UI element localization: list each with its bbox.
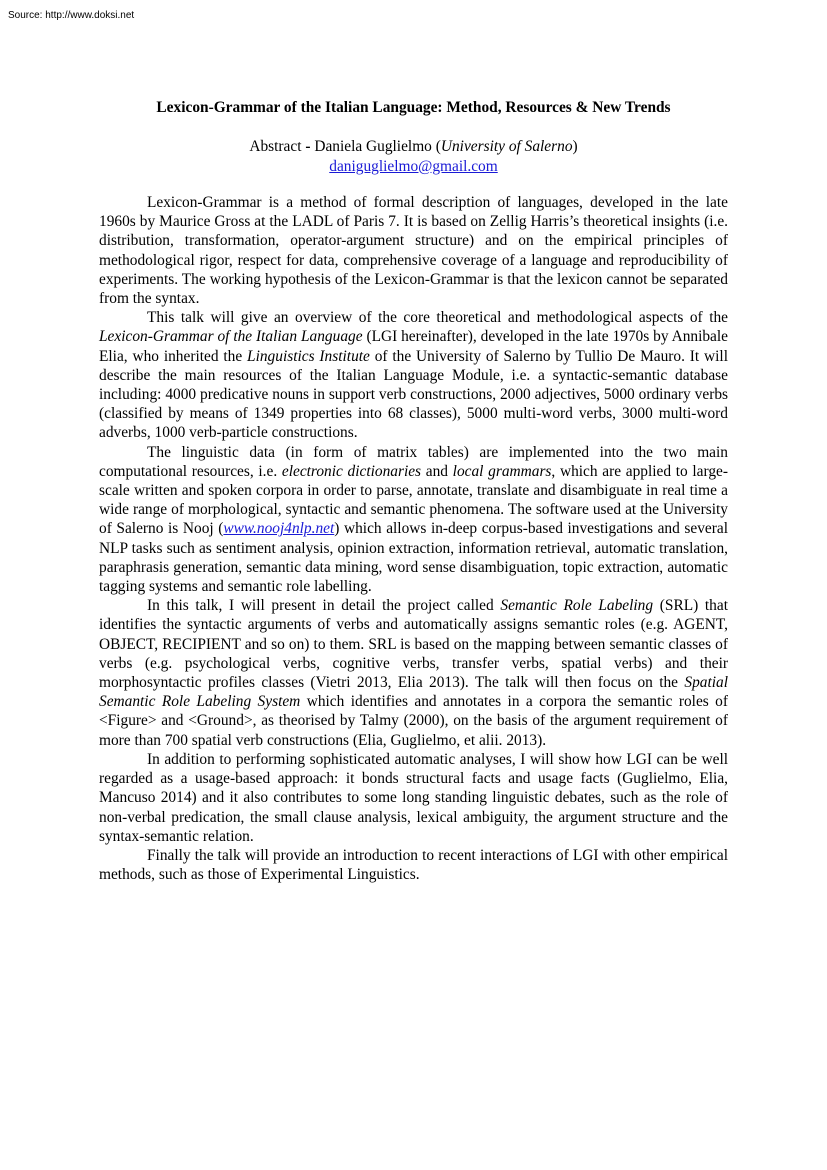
paragraph-4-text-a: In this talk, I will present in detail the project called [147,597,501,615]
email-line [99,157,728,177]
paragraph-2-text-e: of the University of Salerno by Tullio De Mauro. It will describe the main resources of the Italian Language Module, i.e. a syntactic-semantic database including: 4000 predicative nouns in support verb constructions, 2000 adjectives, 5000 ordinary verbs (classified by means of 1349 properties into 68 classes), 5000 multi-word verbs, 3000 multi-word adverbs, 1000 verb-particle constructions. [99,347,728,442]
paragraph-1: Lexicon-Grammar is a method of formal description of languages, developed in the late 1960s by Maurice Gross at the LADL of Paris 7. It is based on Zellig Harris’s theoretical insights (i.e. distribution, transformation, operator-argument structure) and on the empirical principles of methodological rigor, respect for data, comprehensive coverage of a language and reproducibility of experiments. The working hypothesis of the Lexicon-Grammar is that the lexicon cannot be separated from the syntax. [99,194,728,308]
spatial-srl-emphasis: Spatial Semantic Role Labeling System [99,674,728,711]
lgi-title-emphasis: Lexicon-Grammar of the Italian Language [99,328,363,346]
abstract-label: Abstract [249,138,302,155]
paragraph-3-text-f: ) which allows in-deep corpus-based investigations and several NLP tasks such as sentiment analysis, opinion extraction, information retrieval, automatic translation, paraphrasis generation, semantic data mining, word sense disambiguation, topic extraction, automatic tagging systems and semantic role labelling. [99,520,728,596]
document-title: Lexicon-Grammar of the Italian Language: Method, Resources & New Trends [156,99,671,116]
paragraph-6: Finally the talk will provide an introduction to recent interactions of LGI with other empirical methods, such as those of Experimental Linguistics. [99,846,728,884]
author-name: Daniela Guglielmo [314,138,432,155]
paragraph-4 [99,596,728,750]
author-affiliation: University of Salerno [440,138,573,155]
byline-separator: - [305,138,311,155]
email-link[interactable]: daniguglielmo@gmail.com [329,157,498,175]
paragraph-3-text-e: , which are applied to large-scale written and spoken corpora in order to parse, annotate, translate and disambiguate in real time a wide range of morphological, syntactic and semantic phenomena. The software used at the University of Salerno is Nooj ( [99,462,728,538]
paragraph-4-text-c: (SRL) that identifies the syntactic arguments of verbs and automatically assigns semantic roles (e.g. AGENT, OBJECT, RECIPIENT and so on) to them. SRL is based on the mapping between semantic classes of verbs (e.g. psychological verbs, cognitive verbs, transfer verbs, spatial verbs) and their morphosyntactic profiles classes (Vietri 2013, Elia 2013). The talk will then focus on the [99,597,728,692]
paragraph-2-text-c: (LGI hereinafter), developed in the late 1970s by Annibale Elia, who inherited the [99,328,728,365]
electronic-dictionaries-emphasis: electronic dictionaries [281,462,422,480]
paragraph-2 [99,308,728,442]
srl-emphasis: Semantic Role Labeling [500,597,654,615]
nooj-link[interactable]: www.nooj4nlp.net [223,520,335,538]
document-page [99,98,728,884]
paragraph-3 [99,443,728,597]
paragraph-3-text-a: The linguistic data (in form of matrix tables) are implemented into the two main computational resources, i.e. [99,443,728,480]
local-grammars-emphasis: local grammars [452,462,552,480]
linguistics-institute-emphasis: Linguistics Institute [247,347,370,365]
paragraph-4-text-e: which identifies and annotates in a corpora the semantic roles of <Figure> and <Ground>, as theorised by Talmy (2000), on the basis of the argument requirement of more than 700 spatial verb constructions (Elia, Guglielmo, et alii. 2013). [99,693,729,749]
paragraph-5: In addition to performing sophisticated automatic analyses, I will show how LGI can be well regarded as a usage-based approach: it bonds structural facts and usage facts (Guglielmo, Elia, Mancuso 2014) and it also contributes to some long standing linguistic debates, such as the role of non-verbal predication, the small clause analysis, lexical ambiguity, the argument structure and the syntax-semantic relation. [99,750,728,845]
byline: Abstract - Daniela Guglielmo (University of Salerno) [249,138,578,155]
paragraph-3-text-c: and [421,462,453,480]
source-label: Source: http://www.doksi.net [8,10,135,21]
paragraph-2-text-a: This talk will give an overview of the core theoretical and methodological aspects of the [147,309,728,327]
